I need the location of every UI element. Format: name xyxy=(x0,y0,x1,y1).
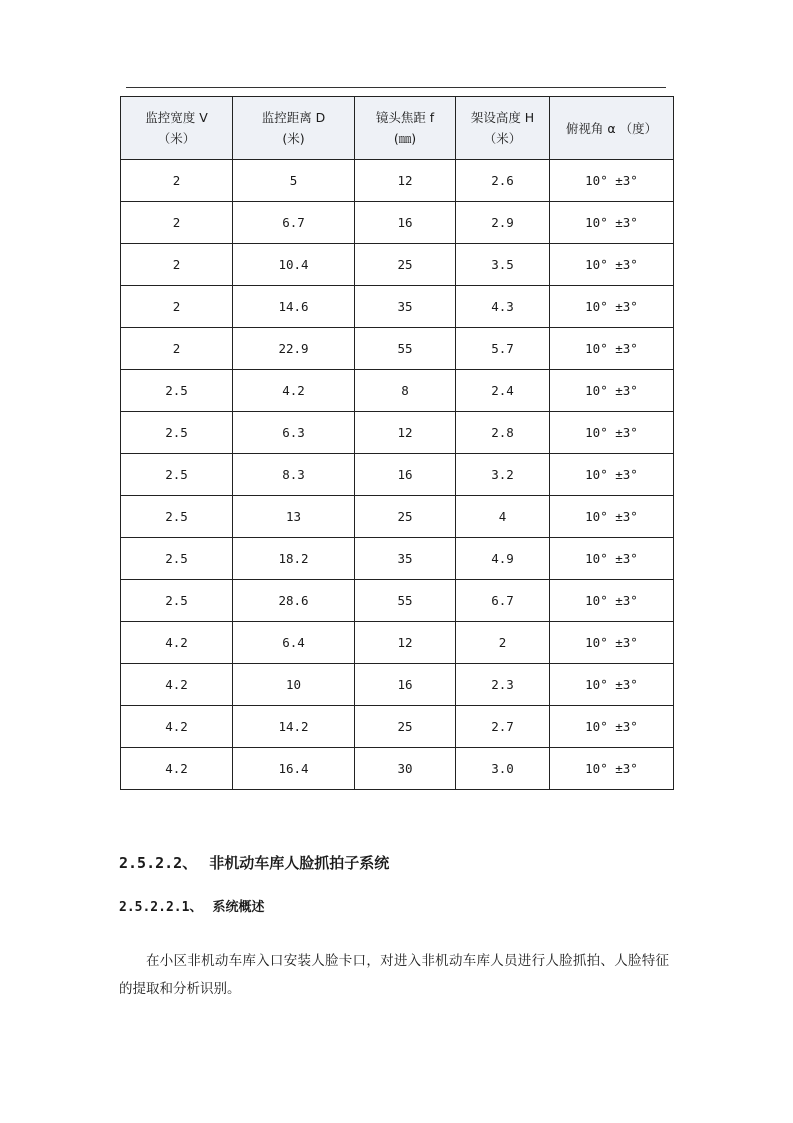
column-header xyxy=(233,97,355,160)
table-cell: 10° ±3° xyxy=(550,412,674,454)
table-row xyxy=(121,160,674,202)
column-header-label: 俯视角 α （度） xyxy=(565,120,658,136)
table-cell: 16 xyxy=(355,454,456,496)
table-cell: 16 xyxy=(355,664,456,706)
section-heading xyxy=(119,852,389,873)
table-cell: 3.5 xyxy=(456,244,550,286)
table-cell: 18.2 xyxy=(233,538,355,580)
table-cell: 2.5 xyxy=(121,370,233,412)
camera-spec-table xyxy=(120,96,674,790)
table-cell: 10.4 xyxy=(233,244,355,286)
table-cell: 4.2 xyxy=(121,706,233,748)
table-cell: 16 xyxy=(355,202,456,244)
table-row xyxy=(121,580,674,622)
section-title-text: 非机动车库人脸抓拍子系统 xyxy=(209,854,390,872)
table-row xyxy=(121,244,674,286)
table-cell: 6.4 xyxy=(233,622,355,664)
table-cell: 3.0 xyxy=(456,748,550,790)
column-header-label: 镜头焦距 f xyxy=(375,110,435,125)
table-cell: 10° ±3° xyxy=(550,202,674,244)
table-cell: 14.6 xyxy=(233,286,355,328)
table-row xyxy=(121,328,674,370)
table-cell: 2 xyxy=(121,160,233,202)
table-cell: 2 xyxy=(121,286,233,328)
table-cell: 2.5 xyxy=(121,454,233,496)
table-cell: 2 xyxy=(456,622,550,664)
column-header-label: 架设高度 H xyxy=(470,110,535,125)
table-row xyxy=(121,286,674,328)
column-header xyxy=(355,97,456,160)
table-cell: 10° ±3° xyxy=(550,580,674,622)
table-cell: 4.3 xyxy=(456,286,550,328)
table-cell: 10° ±3° xyxy=(550,160,674,202)
table-cell: 2.5 xyxy=(121,538,233,580)
table-cell: 10° ±3° xyxy=(550,706,674,748)
table-cell: 10° ±3° xyxy=(550,748,674,790)
table-cell: 8 xyxy=(355,370,456,412)
table-cell: 10° ±3° xyxy=(550,286,674,328)
table-cell: 28.6 xyxy=(233,580,355,622)
table-cell: 25 xyxy=(355,706,456,748)
table-cell: 55 xyxy=(355,580,456,622)
table-row xyxy=(121,412,674,454)
subsection-number: 2.5.2.2.1、 xyxy=(119,900,203,915)
table-cell: 6.7 xyxy=(233,202,355,244)
table-cell: 5 xyxy=(233,160,355,202)
column-header-label: 监控宽度 V xyxy=(145,110,208,125)
table-cell: 4.2 xyxy=(121,664,233,706)
table-cell: 4.9 xyxy=(456,538,550,580)
table-row xyxy=(121,496,674,538)
table-cell: 12 xyxy=(355,412,456,454)
table-cell: 12 xyxy=(355,622,456,664)
overview-paragraph: 在小区非机动车库入口安装人脸卡口，对进入非机动车库人员进行人脸抓拍、人脸特征的提取和分析识别。 xyxy=(119,952,669,997)
table-cell: 10° ±3° xyxy=(550,454,674,496)
table-cell: 16.4 xyxy=(233,748,355,790)
table-cell: 4.2 xyxy=(121,622,233,664)
table-row xyxy=(121,370,674,412)
column-header-unit: （米） xyxy=(483,131,522,146)
table-cell: 2.9 xyxy=(456,202,550,244)
table-cell: 10° ±3° xyxy=(550,244,674,286)
column-header-unit: (㎜) xyxy=(393,131,417,146)
table-cell: 4.2 xyxy=(233,370,355,412)
table-cell: 4.2 xyxy=(121,748,233,790)
table-cell: 12 xyxy=(355,160,456,202)
table-cell: 2.4 xyxy=(456,370,550,412)
table-cell: 6.3 xyxy=(233,412,355,454)
table-cell: 5.7 xyxy=(456,328,550,370)
table-cell: 22.9 xyxy=(233,328,355,370)
table-cell: 2.5 xyxy=(121,412,233,454)
table-body xyxy=(121,160,674,790)
table-cell: 2.8 xyxy=(456,412,550,454)
column-header xyxy=(456,97,550,160)
table-cell: 10° ±3° xyxy=(550,622,674,664)
table-row xyxy=(121,706,674,748)
table-cell: 2.6 xyxy=(456,160,550,202)
table-cell: 3.2 xyxy=(456,454,550,496)
table-cell: 2 xyxy=(121,328,233,370)
table-cell: 10° ±3° xyxy=(550,328,674,370)
table-row xyxy=(121,202,674,244)
table-header-row xyxy=(121,97,674,160)
table-cell: 4 xyxy=(456,496,550,538)
table-cell: 2 xyxy=(121,244,233,286)
table-row xyxy=(121,454,674,496)
table-cell: 10° ±3° xyxy=(550,370,674,412)
column-header-unit: （米） xyxy=(157,131,196,146)
table-cell: 14.2 xyxy=(233,706,355,748)
table-cell: 35 xyxy=(355,538,456,580)
table-cell: 25 xyxy=(355,244,456,286)
table-cell: 2.7 xyxy=(456,706,550,748)
table-cell: 2.5 xyxy=(121,580,233,622)
column-header xyxy=(550,97,674,160)
table-cell: 35 xyxy=(355,286,456,328)
table-cell: 8.3 xyxy=(233,454,355,496)
table-cell: 13 xyxy=(233,496,355,538)
table-cell: 10° ±3° xyxy=(550,538,674,580)
column-header-label: 监控距离 D xyxy=(261,110,326,125)
table-cell: 10° ±3° xyxy=(550,496,674,538)
section-number: 2.5.2.2、 xyxy=(119,854,198,872)
column-header xyxy=(121,97,233,160)
table-cell: 2.5 xyxy=(121,496,233,538)
table-cell: 30 xyxy=(355,748,456,790)
page-header-rule xyxy=(126,87,666,88)
subsection-heading xyxy=(119,896,264,915)
table-row xyxy=(121,664,674,706)
table-cell: 2.3 xyxy=(456,664,550,706)
table-cell: 10 xyxy=(233,664,355,706)
column-header-unit: (米) xyxy=(282,131,305,146)
table-row xyxy=(121,538,674,580)
table-cell: 6.7 xyxy=(456,580,550,622)
table-row xyxy=(121,622,674,664)
table-cell: 25 xyxy=(355,496,456,538)
table-cell: 10° ±3° xyxy=(550,664,674,706)
subsection-title-text: 系统概述 xyxy=(212,900,265,915)
table-row xyxy=(121,748,674,790)
table-cell: 2 xyxy=(121,202,233,244)
table-cell: 55 xyxy=(355,328,456,370)
